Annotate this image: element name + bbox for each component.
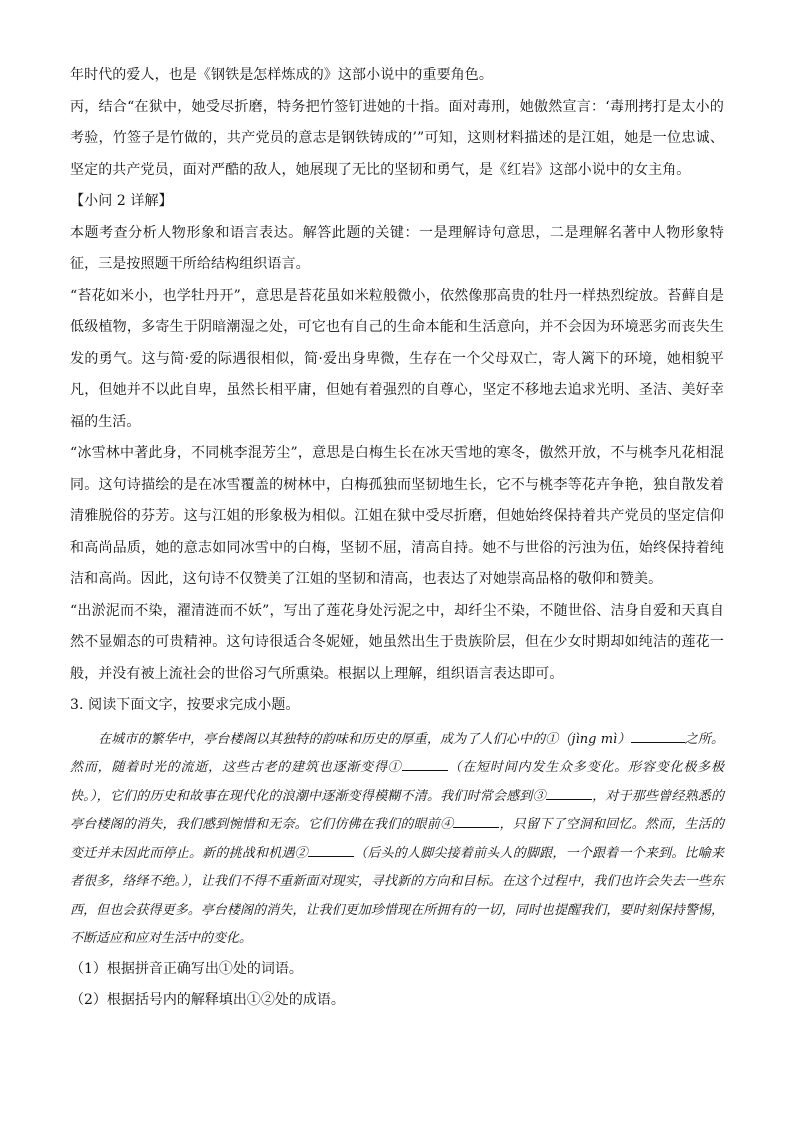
answer-blank-5 — [308, 842, 354, 857]
paragraph-1: 年时代的爱人，也是《钢铁是怎样炼成的》这部小说中的重要角色。 — [70, 67, 493, 83]
reading-passage — [70, 726, 724, 954]
answer-blank-1 — [631, 728, 685, 743]
passage-part-6: （后头的人脚尖接着前头人的脚跟，一个跟着一个来到。比喻来者很多，络绎不绝。），让我们不得不重新面对现实，寻找新的方向和目标。在这个过程中，我们也许会失去一些东西，但也会获得更多。亭台楼阁的消失，让我们更加珍惜现在所拥有的一切，同时也提醒我们，要时刻保持警惕，不断适应和应对生活中的变化。 — [70, 845, 724, 946]
paragraph-3: 本题考查分析人物形象和语言表达。解答此题的关键：一是理解诗句意思，二是理解名著中人物形象特征，三是按照题干所给结构组织语言。 — [70, 224, 724, 272]
answer-blank-3 — [546, 785, 592, 800]
paragraph-5: “冰雪林中著此身，不同桃李混芳尘”，意思是白梅生长在冰天雪地的寒冬，傲然开放，不与桃李凡花相混同。这句诗描绘的是在冰雪覆盖的树林中，白梅孤独而坚韧地生长，它不与桃李等花卉争艳，独自散发着清雅脱俗的芬芳。这与江姐的形象极为相似。江姐在狱中受尽折磨，但她始终保持着共产党员的坚定信仰和高尚品质，她的意志如同冰雪中的白梅，坚韧不屈，清高自持。她不与世俗的污浊为伍，始终保持着纯洁和高尚。因此，这句诗不仅赞美了江姐的坚韧和清高，也表达了对她崇高品格的敬仰和赞美。 — [70, 445, 724, 587]
answer-blank-2 — [402, 756, 448, 771]
sub-question-1: （1）根据拼音正确写出①处的词语。 — [70, 960, 303, 977]
sub-question-2: （2）根据括号内的解释填出①②处的成语。 — [70, 992, 345, 1008]
paragraph-6: “出淤泥而不染，濯清涟而不妖”，写出了莲花身处污泥之中，却纤尘不染，不随世俗、洁身自爱和天真自然不显媚态的可贵精神。这句诗很适合冬妮娅，她虽然出生于贵族阶层，但在少女时期却如纯洁的莲花一般，并没有被上流社会的世俗习气所熏染。根据以上理解，组织语言表达即可。 — [70, 602, 724, 682]
passage-part-2: 之所。然而，随着时光的流逝，这些古老的建筑也逐渐变得① — [70, 731, 724, 775]
document-page — [70, 60, 724, 1017]
question-3-heading: 3. 阅读下面文字，按要求完成小题。 — [70, 697, 300, 713]
section-heading: 【小问 2 详解】 — [70, 193, 173, 209]
passage-part-3: （在短时间内发生众多变化。形容变化极多极快。），它们的历史和故事在现代化的浪潮中逐渐变得模糊不清。我们时常会感到③ — [70, 760, 724, 804]
answer-blank-4 — [453, 813, 499, 828]
passage-part-5: ，只留下了空洞和回忆。然而，生活的变迁并未因此而停止。新的挑战和机遇② — [70, 817, 724, 861]
paragraph-2: 丙，结合“在狱中，她受尽折磨，特务把竹签钉进她的十指。面对毒刑，她傲然宣言：‘毒刑拷打是太小的考验，竹签子是竹做的，共产党员的意志是钢铁铸成的’”可知，这则材料描述的是江姐，她是一位忠诚、坚定的共产党员，面对严酷的敌人，她展现了无比的坚韧和勇气，是《红岩》这部小说中的女主角。 — [70, 98, 724, 178]
passage-part-1: 在城市的繁华中，亭台楼阁以其独特的韵味和历史的厚重，成为了人们心中的①（jìng mì） — [98, 731, 631, 747]
passage-part-4: ，对于那些曾经熟悉的亭台楼阁的消失，我们感到惋惜和无奈。它们仿佛在我们的眼前④ — [70, 788, 724, 832]
paragraph-4: “苔花如米小，也学牡丹开”，意思是苔花虽如米粒般微小，依然像那高贵的牡丹一样热烈绽放。苔藓自是低级植物，多寄生于阴暗潮湿之处，可它也有自己的生命本能和生活意向，并不会因为环境恶劣而丧失生发的勇气。这与简·爱的际遇很相似，简·爱出身卑微，生存在一个父母双亡，寄人篱下的环境，她相貌平凡，但她并不以此自卑，虽然长相平庸，但她有着强烈的自尊心，坚定不移地去追求光明、圣洁、美好幸福的生活。 — [70, 287, 724, 430]
